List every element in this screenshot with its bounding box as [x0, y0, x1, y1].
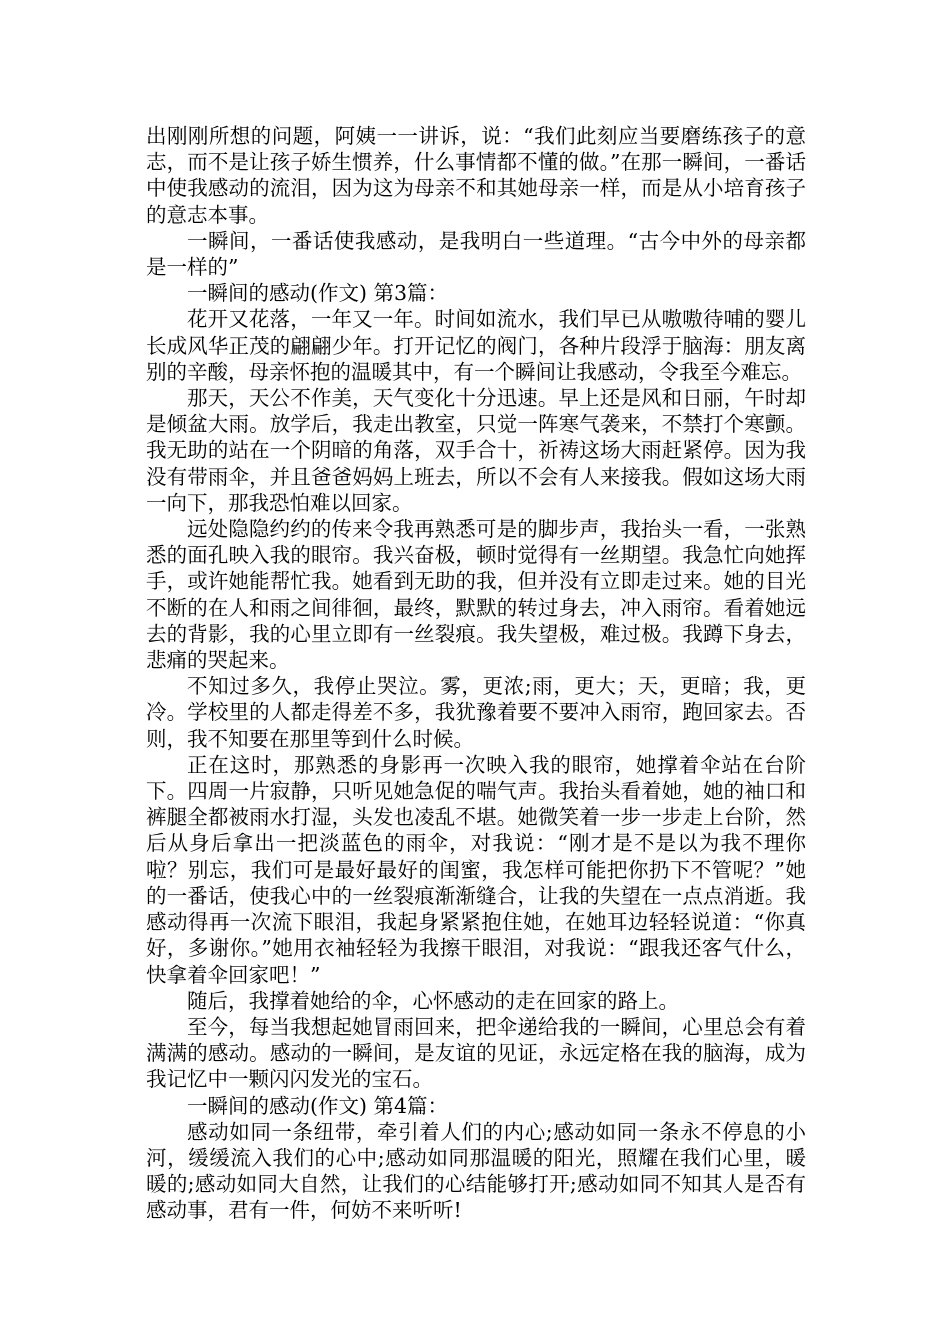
- paragraph: 不知过多久，我停止哭泣。雾，更浓;雨，更大；天，更暗；我，更冷。学校里的人都走得差不多，我犹豫着要不要冲入雨帘，跑回家去。否则，我不知要在那里等到什么时候。: [146, 674, 806, 751]
- paragraph: 随后，我撑着她给的伞，心怀感动的走在回家的路上。: [187, 988, 679, 1013]
- document-page: [146, 123, 806, 1224]
- section-heading: 一瞬间的感动(作文) 第4篇：: [187, 1093, 449, 1118]
- section-heading: 一瞬间的感动(作文) 第3篇：: [187, 281, 449, 306]
- paragraph: 感动如同一条纽带，牵引着人们的内心;感动如同一条永不停息的小河，缓缓流入我们的心中;感动如同那温暖的阳光，照耀在我们心里，暖暖的;感动如同大自然，让我们的心结能够打开;感动如同不知其人是否有感动事，君有一件，何妨不来听听!: [146, 1119, 806, 1223]
- paragraph: 一瞬间，一番话使我感动，是我明白一些道理。“古今中外的母亲都是一样的”: [146, 228, 806, 280]
- paragraph: 花开又花落，一年又一年。时间如流水，我们早已从嗷嗷待哺的婴儿长成风华正茂的翩翩少年。打开记忆的阀门，各种片段浮于脑海：朋友离别的辛酸，母亲怀抱的温暖其中，有一个瞬间让我感动，令我至今难忘。: [146, 307, 806, 384]
- paragraph: 出刚刚所想的问题，阿姨一一讲诉，说：“我们此刻应当要磨练孩子的意志，而不是让孩子娇生惯养，什么事情都不懂的做。”在那一瞬间，一番话中使我感动的流泪，因为这为母亲不和其她母亲一样，而是从小培育孩子的意志本事。: [146, 124, 806, 227]
- paragraph: 远处隐隐约约的传来令我再熟悉可是的脚步声，我抬头一看，一张熟悉的面孔映入我的眼帘。我兴奋极，顿时觉得有一丝期望。我急忙向她挥手，或许她能帮忙我。她看到无助的我，但并没有立即走过来。她的目光不断的在人和雨之间徘徊，最终，默默的转过身去，冲入雨帘。看着她远去的背影，我的心里立即有一丝裂痕。我失望极，难过极。我蹲下身去，悲痛的哭起来。: [146, 517, 806, 673]
- paragraph: 那天，天公不作美，天气变化十分迅速。早上还是风和日丽，午时却是倾盆大雨。放学后，我走出教室，只觉一阵寒气袭来，不禁打个寒颤。我无助的站在一个阴暗的角落，双手合十，祈祷这场大雨赶紧停。因为我没有带雨伞，并且爸爸妈妈上班去，所以不会有人来接我。假如这场大雨一向下，那我恐怕难以回家。: [146, 386, 806, 515]
- paragraph: 正在这时，那熟悉的身影再一次映入我的眼帘，她撑着伞站在台阶下。四周一片寂静，只听见她急促的喘气声。我抬头看着她，她的袖口和裤腿全都被雨水打湿，头发也凌乱不堪。她微笑着一步一步走上台阶，然后从身后拿出一把淡蓝色的雨伞，对我说：“刚才是不是以为我不理你啦？别忘，我们可是最好最好的闺蜜，我怎样可能把你扔下不管呢？”她的一番话，使我心中的一丝裂痕渐渐缝合，让我的失望在一点点消逝。我感动得再一次流下眼泪，我起身紧紧抱住她，在她耳边轻轻说道：“你真好，多谢你。”她用衣袖轻轻为我擦干眼泪，对我说：“跟我还客气什么，快拿着伞回家吧！”: [146, 752, 806, 987]
- paragraph: 至今，每当我想起她冒雨回来，把伞递给我的一瞬间，心里总会有着满满的感动。感动的一瞬间，是友谊的见证，永远定格在我的脑海，成为我记忆中一颗闪闪发光的宝石。: [146, 1014, 806, 1092]
